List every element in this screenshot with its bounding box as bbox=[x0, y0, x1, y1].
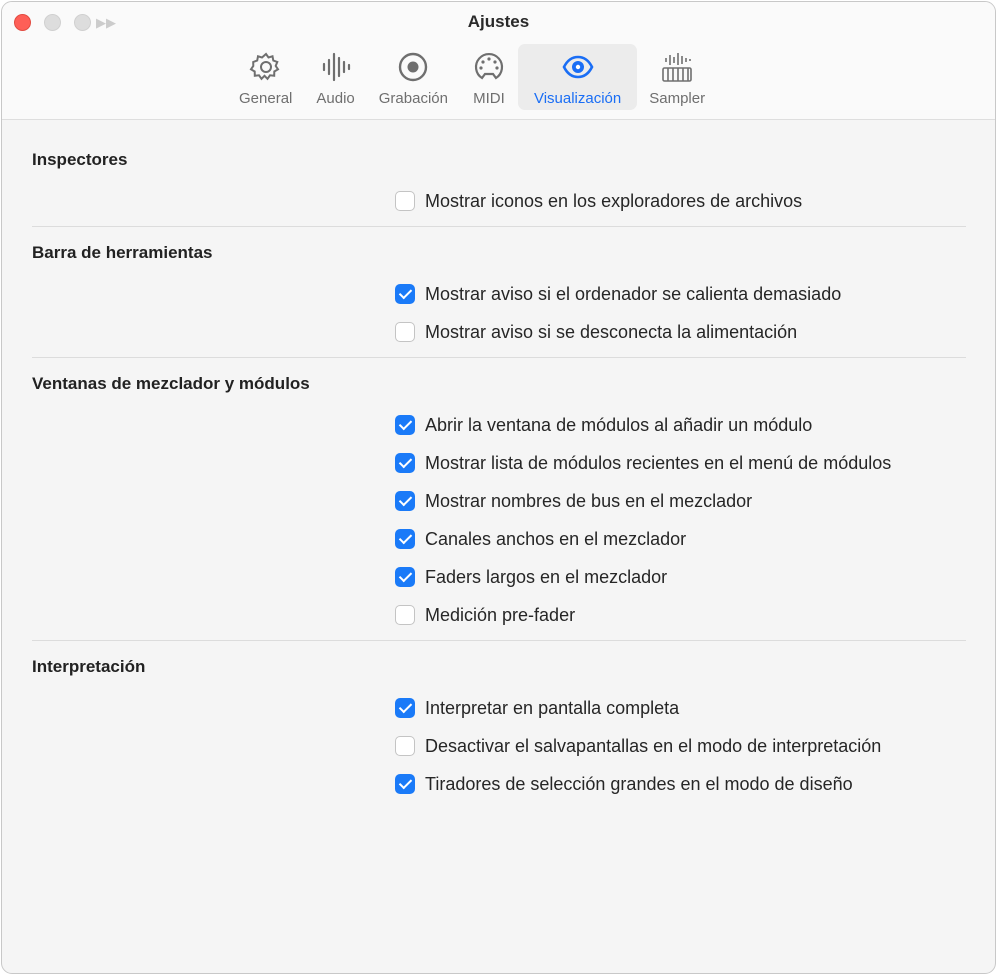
section-title: Barra de herramientas bbox=[32, 243, 213, 262]
record-icon bbox=[396, 50, 430, 84]
settings-window bbox=[1, 1, 996, 974]
checkbox-label: Mostrar nombres de bus en el mezclador bbox=[425, 490, 753, 511]
section-divider bbox=[32, 640, 966, 641]
midi-icon bbox=[472, 50, 506, 84]
checkbox[interactable] bbox=[395, 605, 415, 625]
tab-label: Grabación bbox=[378, 90, 448, 107]
checkbox-label: Desactivar el salvapantallas en el modo de interpretación bbox=[425, 735, 882, 756]
checkbox-label: Interpretar en pantalla completa bbox=[425, 697, 680, 718]
checkbox-label: Mostrar iconos en los exploradores de archivos bbox=[425, 190, 803, 211]
section bbox=[32, 150, 965, 227]
window-title: Ajustes bbox=[467, 12, 530, 31]
section bbox=[32, 657, 965, 803]
checkbox-option[interactable] bbox=[395, 689, 965, 727]
section bbox=[32, 243, 965, 358]
checkbox[interactable] bbox=[395, 415, 415, 435]
tab-midi[interactable] bbox=[460, 44, 518, 110]
checkbox-option[interactable] bbox=[395, 275, 965, 313]
checkbox-option[interactable] bbox=[395, 558, 965, 596]
toolbar bbox=[2, 2, 995, 120]
checkbox[interactable] bbox=[395, 736, 415, 756]
section-divider bbox=[32, 226, 966, 227]
checkbox-option[interactable] bbox=[395, 596, 965, 634]
checkbox[interactable] bbox=[395, 774, 415, 794]
checkbox[interactable] bbox=[395, 284, 415, 304]
checkbox-label: Canales anchos en el mezclador bbox=[425, 528, 687, 549]
tab-label: General bbox=[239, 90, 293, 107]
settings-content bbox=[2, 120, 995, 803]
tab-grabacion[interactable] bbox=[367, 44, 460, 110]
tab-visualizacion[interactable] bbox=[518, 44, 637, 110]
checkbox[interactable] bbox=[395, 698, 415, 718]
checkbox-label: Mostrar aviso si se desconecta la alimentación bbox=[425, 321, 798, 342]
checkbox[interactable] bbox=[395, 322, 415, 342]
checkbox-option[interactable] bbox=[395, 765, 965, 803]
tab-label: MIDI bbox=[473, 90, 505, 107]
fullscreen-icon: ▶▶ bbox=[96, 14, 116, 30]
checkbox-label: Mostrar aviso si el ordenador se calienta demasiado bbox=[425, 283, 842, 304]
gear-icon bbox=[249, 50, 283, 84]
tab-label: Sampler bbox=[649, 90, 706, 107]
sampler-icon bbox=[660, 50, 694, 84]
tab-label: Audio bbox=[316, 90, 355, 107]
tab-general[interactable] bbox=[227, 44, 304, 110]
waveform-icon bbox=[319, 50, 353, 84]
tab-sampler[interactable] bbox=[637, 44, 717, 110]
checkbox-label: Medición pre-fader bbox=[425, 604, 576, 625]
checkbox-label: Abrir la ventana de módulos al añadir un módulo bbox=[425, 414, 813, 435]
checkbox-label: Mostrar lista de módulos recientes en el menú de módulos bbox=[425, 452, 892, 473]
checkbox-option[interactable] bbox=[395, 182, 965, 220]
checkbox-option[interactable] bbox=[395, 520, 965, 558]
checkbox[interactable] bbox=[395, 453, 415, 473]
checkbox[interactable] bbox=[395, 567, 415, 587]
checkbox-option[interactable] bbox=[395, 482, 965, 520]
eye-icon bbox=[561, 50, 595, 84]
checkbox[interactable] bbox=[395, 491, 415, 511]
section-divider bbox=[32, 357, 966, 358]
checkbox-option[interactable] bbox=[395, 313, 965, 351]
checkbox-label: Faders largos en el mezclador bbox=[425, 566, 668, 587]
checkbox-label: Tiradores de selección grandes en el modo de diseño bbox=[425, 773, 853, 794]
checkbox-option[interactable] bbox=[395, 444, 965, 482]
checkbox[interactable] bbox=[395, 529, 415, 549]
checkbox-option[interactable] bbox=[395, 727, 965, 765]
checkbox[interactable] bbox=[395, 191, 415, 211]
tab-audio[interactable] bbox=[304, 44, 366, 110]
section-title: Interpretación bbox=[32, 657, 146, 676]
tab-label: Visualización bbox=[533, 90, 622, 107]
section bbox=[32, 374, 965, 641]
checkbox-option[interactable] bbox=[395, 406, 965, 444]
section-title: Inspectores bbox=[32, 150, 128, 169]
section-title: Ventanas de mezclador y módulos bbox=[32, 374, 310, 393]
